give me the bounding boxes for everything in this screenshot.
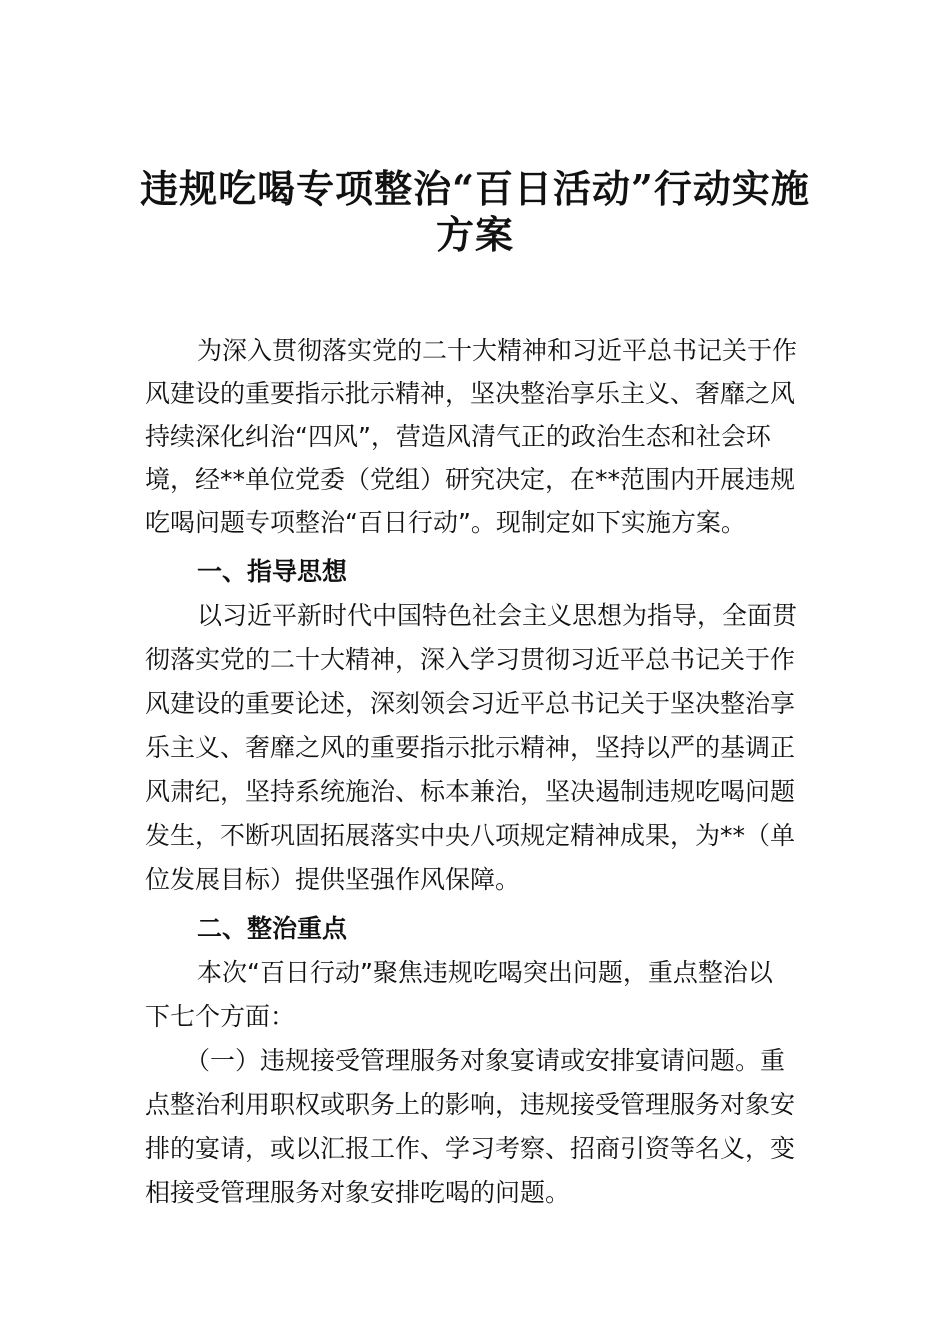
section1-line: 位发展目标）提供坚强作风保障。: [145, 865, 521, 894]
section1-line: 风建设的重要论述，深刻领会习近平总书记关于坚决整治享: [145, 689, 796, 718]
document-title-line-1: 违规吃喝专项整治“百日活动”行动实施: [140, 166, 810, 211]
section2-line: 本次“百日行动”聚焦违规吃喝突出问题，重点整治以: [197, 958, 773, 987]
section-heading-key-focus: 二、整治重点: [197, 914, 348, 943]
intro-line: 吃喝问题专项整治“百日行动”。现制定如下实施方案。: [145, 508, 746, 537]
section-heading-guiding-ideology: 一、指导思想: [197, 557, 348, 586]
section1-line: 以习近平新时代中国特色社会主义思想为指导，全面贯: [197, 601, 798, 630]
intro-line: 境，经**单位党委（党组）研究决定，在**范围内开展违规: [145, 465, 796, 494]
section2-line: 下七个方面：: [145, 1002, 296, 1031]
section1-line: 风肃纪，坚持系统施治、标本兼治，坚决遏制违规吃喝问题: [145, 777, 796, 806]
item1-line: 排的宴请，或以汇报工作、学习考察、招商引资等名义，变: [145, 1134, 796, 1163]
intro-line: 风建设的重要指示批示精神，坚决整治享乐主义、奢靡之风: [145, 379, 796, 408]
intro-line: 持续深化纠治“四风”，营造风清气正的政治生态和社会环: [145, 422, 771, 451]
intro-line: 为深入贯彻落实党的二十大精神和习近平总书记关于作: [197, 336, 798, 365]
item1-line: 点整治利用职权或职务上的影响，违规接受管理服务对象安: [145, 1090, 796, 1119]
item1-line: 相接受管理服务对象安排吃喝的问题。: [145, 1178, 571, 1207]
section1-line: 乐主义、奢靡之风的重要指示批示精神，坚持以严的基调正: [145, 733, 796, 762]
section1-line: 发生，不断巩固拓展落实中央八项规定精神成果，为**（单: [145, 821, 796, 850]
document-title-line-2: 方案: [435, 212, 514, 257]
section1-line: 彻落实党的二十大精神，深入学习贯彻习近平总书记关于作: [145, 645, 796, 674]
item1-line: （一）违规接受管理服务对象宴请或安排宴请问题。重: [185, 1046, 786, 1075]
